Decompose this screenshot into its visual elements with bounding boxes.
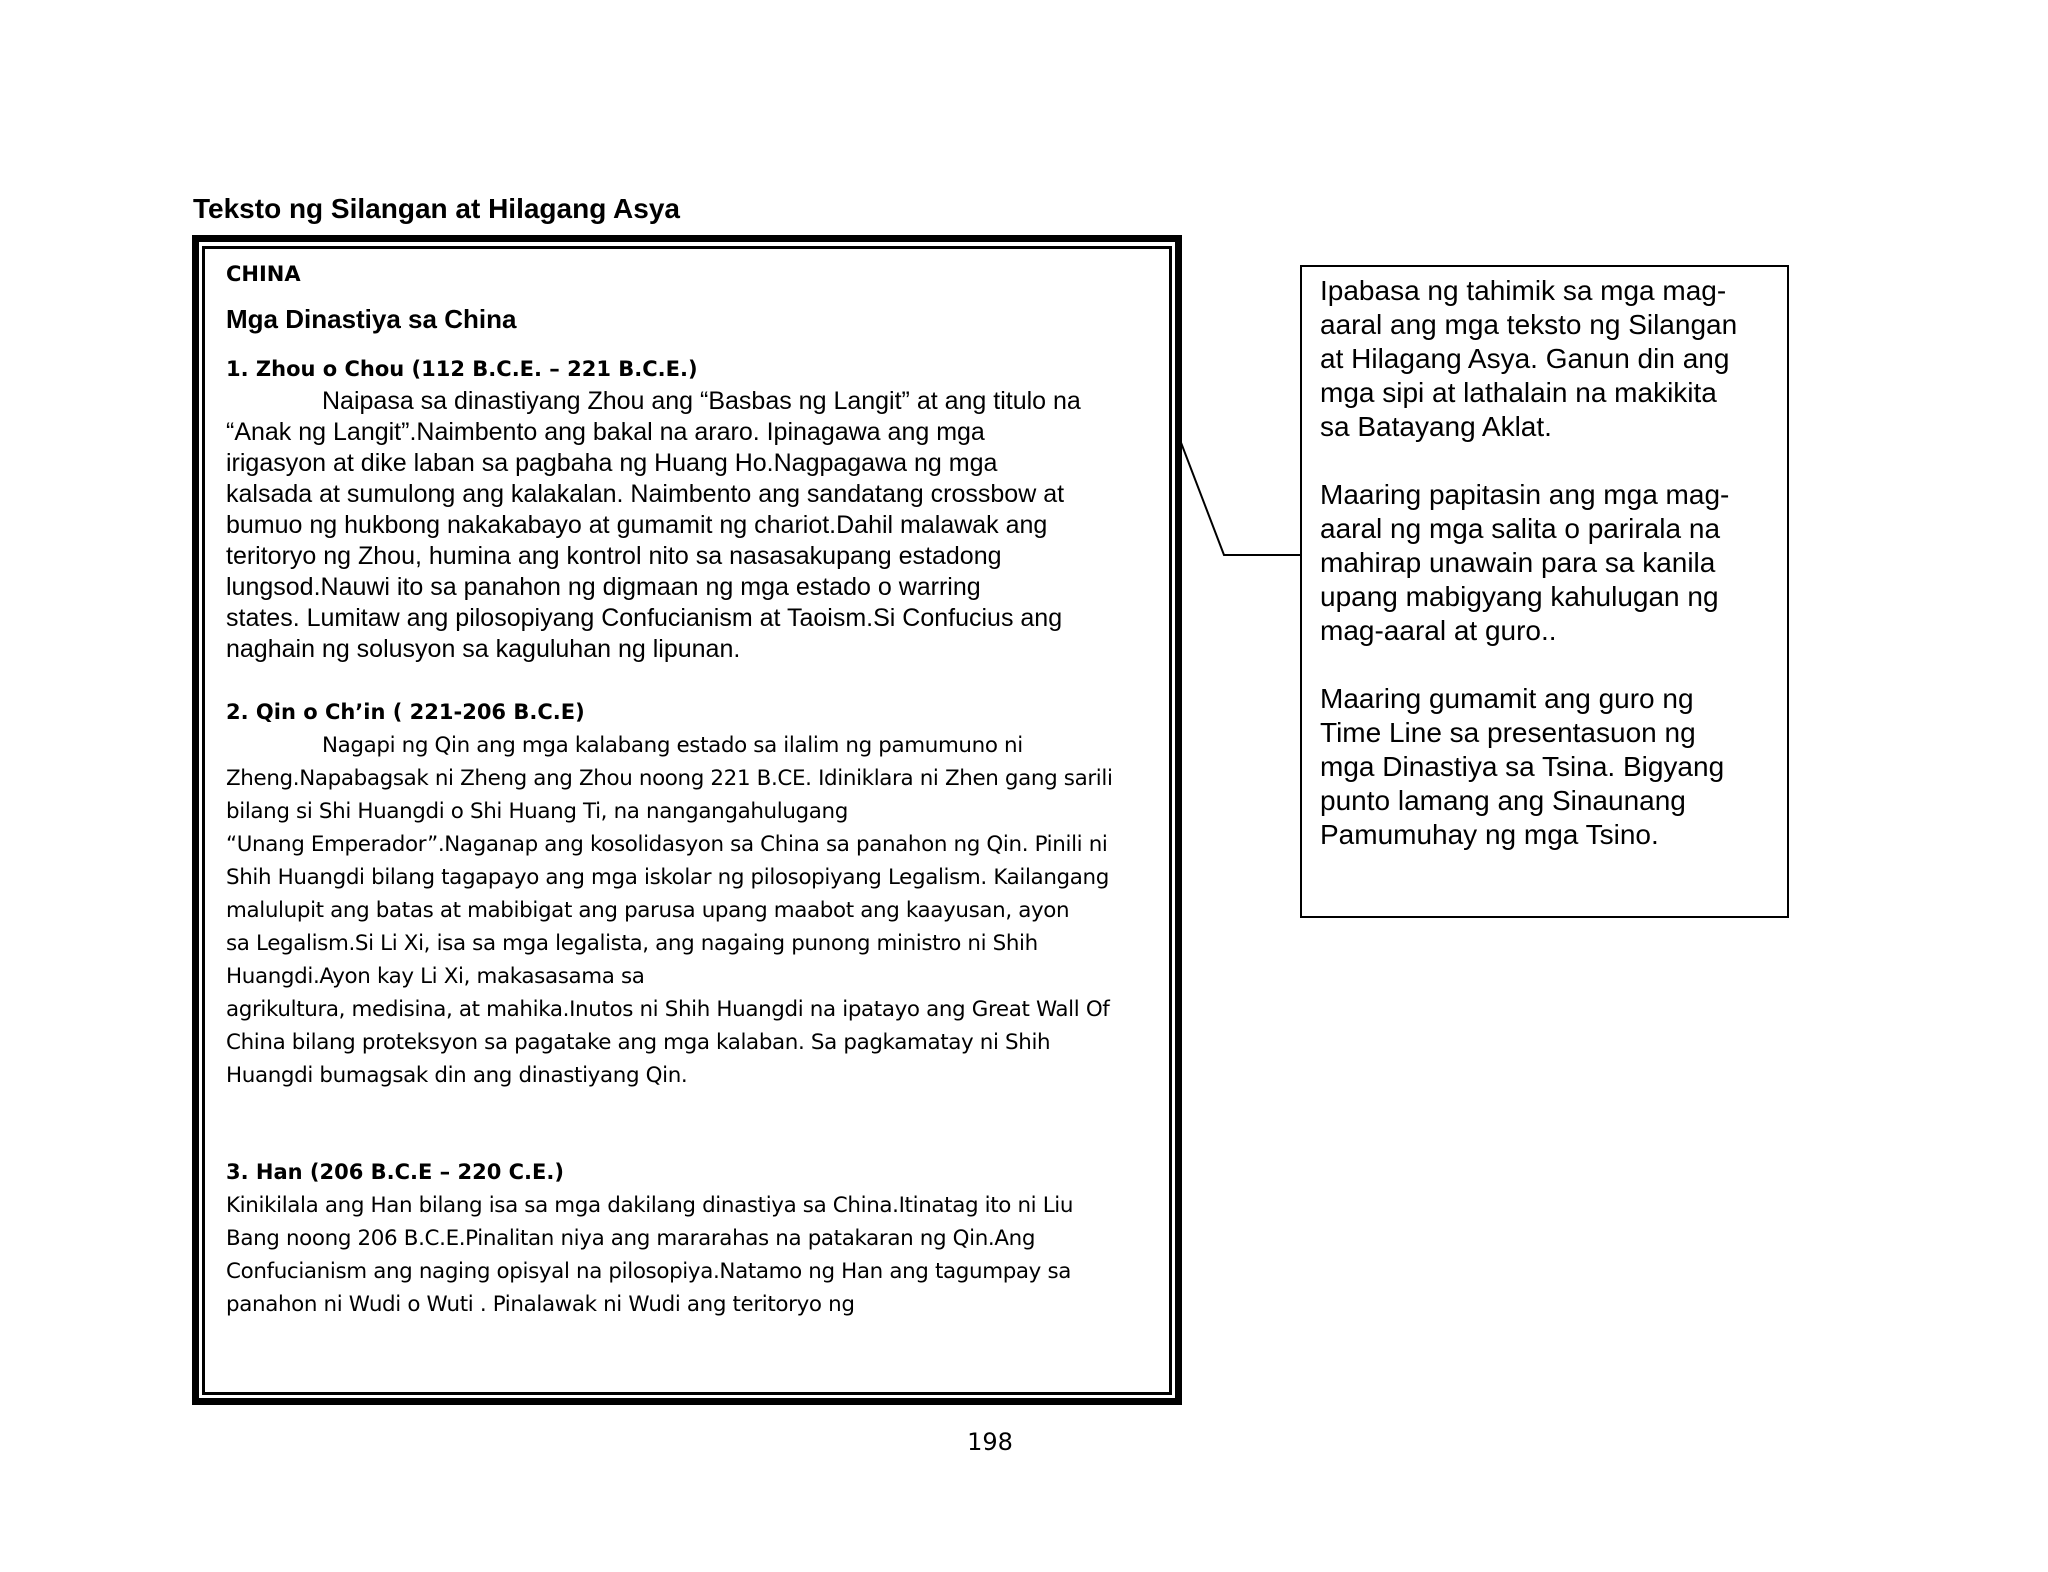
note-line: Maaring papitasin ang mga mag- — [1320, 479, 1730, 510]
paragraph-line: Confucianism ang naging opisyal na pilosopiya.Natamo ng Han ang tagumpay sa — [226, 1259, 1071, 1284]
paragraph-line: Naipasa sa dinastiyang Zhou ang “Basbas ng Langit” at ang titulo na — [322, 387, 1081, 415]
paragraph-line: bilang si Shi Huangdi o Shi Huang Ti, na nangangahulugang — [226, 799, 848, 824]
main-box-content — [226, 258, 1161, 1321]
note-line: aaral ng mga salita o parirala na — [1320, 513, 1721, 544]
paragraph-line: Huangdi bumagsak din ang dinastiyang Qin. — [226, 1063, 688, 1088]
paragraph-line: agrikultura, medisina, at mahika.Inutos ni Shih Huangdi na ipatayo ang Great Wall Of — [226, 997, 1110, 1022]
dynasty-heading: 3. Han (206 B.C.E – 220 C.E.) — [226, 1160, 564, 1184]
paragraph-line: Bang noong 206 B.C.E.Pinalitan niya ang mararahas na patakaran ng Qin.Ang — [226, 1226, 1036, 1251]
section-subtitle: Mga Dinastiya sa China — [226, 304, 517, 334]
page-number: 198 — [967, 1428, 1013, 1456]
paragraph-line: “Unang Emperador”.Naganap ang kosolidasyon sa China sa panahon ng Qin. Pinili ni — [226, 832, 1108, 857]
dynasty-han-section — [226, 1156, 1161, 1321]
note-line: punto lamang ang Sinaunang — [1320, 785, 1686, 816]
dynasty-heading: 1. Zhou o Chou (112 B.C.E. – 221 B.C.E.) — [226, 357, 698, 381]
note-line: at Hilagang Asya. Ganun din ang — [1320, 343, 1730, 374]
note-line: mag-aaral at guro.. — [1320, 615, 1557, 646]
note-line: Time Line sa presentasuon ng — [1320, 717, 1696, 748]
dynasty-paragraph — [226, 386, 1161, 665]
note-line: aaral ang mga teksto ng Silangan — [1320, 309, 1738, 340]
page-title: Teksto ng Silangan at Hilagang Asya — [193, 193, 680, 224]
paragraph-line: Huangdi.Ayon kay Li Xi, makasasama sa — [226, 964, 645, 989]
paragraph-line: kalsada at sumulong ang kalakalan. Naimbento ang sandatang crossbow at — [226, 480, 1065, 508]
paragraph-line: Zheng.Napabagsak ni Zheng ang Zhou noong 221 B.CE. Idiniklara ni Zhen gang sarili — [226, 766, 1113, 791]
dynasty-paragraph — [226, 1189, 1161, 1321]
note-line: Pamumuhay ng mga Tsino. — [1320, 819, 1659, 850]
dynasty-paragraph — [226, 729, 1161, 1092]
note-line: mga sipi at lathalain na makikita — [1320, 377, 1717, 408]
teacher-note-text — [1320, 274, 1780, 886]
paragraph-line: Shih Huangdi bilang tagapayo ang mga iskolar ng pilosopiyang Legalism. Kailangang — [226, 865, 1109, 890]
note-paragraph — [1320, 274, 1780, 444]
note-line: Ipabasa ng tahimik sa mga mag- — [1320, 275, 1727, 306]
dynasty-zhou-section — [226, 353, 1161, 665]
note-paragraph — [1320, 682, 1780, 852]
note-paragraph — [1320, 478, 1780, 648]
paragraph-line: irigasyon at dike laban sa pagbaha ng Huang Ho.Nagpagawa ng mga — [226, 449, 998, 477]
note-line: mahirap unawain para sa kanila — [1320, 547, 1716, 578]
callout-connector — [1180, 430, 1302, 560]
paragraph-line: lungsod.Nauwi ito sa panahon ng digmaan ng mga estado o warring — [226, 573, 981, 601]
paragraph-line: panahon ni Wudi o Wuti . Pinalawak ni Wudi ang teritoryo ng — [226, 1292, 855, 1317]
paragraph-line: malulupit ang batas at mabibigat ang parusa upang maabot ang kaayusan, ayon — [226, 898, 1070, 923]
dynasty-qin-section — [226, 696, 1161, 1092]
paragraph-line: Nagapi ng Qin ang mga kalabang estado sa ilalim ng pamumuno ni — [322, 733, 1023, 758]
paragraph-line: bumuo ng hukbong nakakabayo at gumamit ng chariot.Dahil malawak ang — [226, 511, 1048, 539]
note-line: sa Batayang Aklat. — [1320, 411, 1552, 442]
country-heading: CHINA — [226, 262, 301, 286]
dynasty-heading: 2. Qin o Ch’in ( 221-206 B.C.E) — [226, 700, 585, 724]
paragraph-line: China bilang proteksyon sa pagatake ang mga kalaban. Sa pagkamatay ni Shih — [226, 1030, 1051, 1055]
paragraph-line: Kinikilala ang Han bilang isa sa mga dakilang dinastiya sa China.Itinatag ito ni Liu — [226, 1193, 1074, 1218]
note-line: Maaring gumamit ang guro ng — [1320, 683, 1694, 714]
note-line: mga Dinastiya sa Tsina. Bigyang — [1320, 751, 1725, 782]
paragraph-line: states. Lumitaw ang pilosopiyang Confucianism at Taoism.Si Confucius ang — [226, 604, 1063, 632]
note-line: upang mabigyang kahulugan ng — [1320, 581, 1719, 612]
paragraph-line: sa Legalism.Si Li Xi, isa sa mga legalista, ang nagaing punong ministro ni Shih — [226, 931, 1038, 956]
paragraph-line: “Anak ng Langit”.Naimbento ang bakal na araro. Ipinagawa ang mga — [226, 418, 985, 446]
paragraph-line: teritoryo ng Zhou, humina ang kontrol nito sa nasasakupang estadong — [226, 542, 1002, 570]
paragraph-line: naghain ng solusyon sa kaguluhan ng lipunan. — [226, 635, 741, 663]
